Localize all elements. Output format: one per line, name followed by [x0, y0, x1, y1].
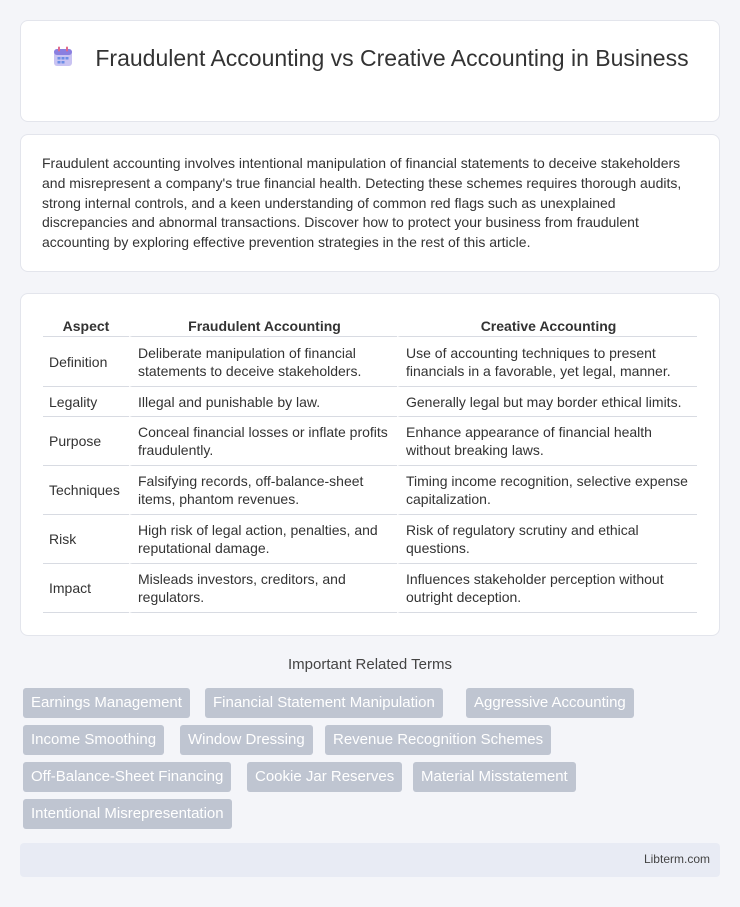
cell-creative: Generally legal but may border ethical limits. [397, 387, 697, 417]
header-fraudulent: Fraudulent Accounting [129, 315, 397, 337]
table-row [43, 564, 697, 613]
cell-aspect: Risk [43, 515, 129, 564]
cell-aspect: Techniques [43, 466, 129, 515]
comparison-card [20, 293, 720, 636]
footer-site-link[interactable]: Libterm.com [643, 852, 710, 866]
page-title: Fraudulent Accounting vs Creative Accounting in Business [95, 45, 689, 71]
cell-fraudulent: High risk of legal action, penalties, and reputational damage. [129, 515, 397, 564]
related-term-tag[interactable]: Income Smoothing [23, 725, 164, 755]
related-term-tag[interactable]: Aggressive Accounting [466, 688, 634, 718]
cell-creative: Risk of regulatory scrutiny and ethical questions. [397, 515, 697, 564]
table-row [43, 337, 697, 387]
intro-paragraph: Fraudulent accounting involves intentional manipulation of financial statements to deceive stakeholders and misrepresent a company's true financial health. Detecting these schemes requires thorough audits, strong internal controls, and a keen understanding of common red flags such as unexplained discrepancies and abnormal transactions. Discover how to protect your business from fraudulent accounting by exploring effective prevention strategies in the rest of this article. [42, 155, 682, 251]
cell-creative: Timing income recognition, selective expense capitalization. [397, 466, 697, 515]
cell-aspect: Purpose [43, 417, 129, 466]
cell-creative: Enhance appearance of financial health without breaking laws. [397, 417, 697, 466]
cell-creative: Use of accounting techniques to present financials in a favorable, yet legal, manner. [397, 337, 697, 387]
table-row [43, 515, 697, 564]
footer [20, 843, 720, 877]
cell-fraudulent: Deliberate manipulation of financial statements to deceive stakeholders. [129, 337, 397, 387]
table-row [43, 387, 697, 417]
related-term-tag[interactable]: Material Misstatement [413, 762, 576, 792]
header-card [20, 20, 720, 122]
cell-creative: Influences stakeholder perception without outright deception. [397, 564, 697, 613]
cell-aspect: Legality [43, 387, 129, 417]
cell-fraudulent: Conceal financial losses or inflate profits fraudulently. [129, 417, 397, 466]
calendar-icon [51, 45, 75, 69]
header-aspect: Aspect [43, 315, 129, 337]
comparison-table [43, 315, 697, 613]
related-term-tag[interactable]: Window Dressing [180, 725, 313, 755]
table-header-row [43, 315, 697, 337]
related-term-tag[interactable]: Earnings Management [23, 688, 190, 718]
related-term-tag[interactable]: Cookie Jar Reserves [247, 762, 402, 792]
intro-card [20, 134, 720, 272]
header-creative: Creative Accounting [397, 315, 697, 337]
related-term-tag[interactable]: Intentional Misrepresentation [23, 799, 232, 829]
related-terms-title: Important Related Terms [288, 656, 452, 673]
table-row [43, 466, 697, 515]
cell-fraudulent: Falsifying records, off-balance-sheet items, phantom revenues. [129, 466, 397, 515]
table-row [43, 417, 697, 466]
cell-fraudulent: Illegal and punishable by law. [129, 387, 397, 417]
cell-fraudulent: Misleads investors, creditors, and regulators. [129, 564, 397, 613]
related-term-tag[interactable]: Financial Statement Manipulation [205, 688, 443, 718]
cell-aspect: Impact [43, 564, 129, 613]
related-term-tag[interactable]: Revenue Recognition Schemes [325, 725, 551, 755]
related-term-tag[interactable]: Off-Balance-Sheet Financing [23, 762, 231, 792]
title-wrap [21, 44, 719, 76]
cell-aspect: Definition [43, 337, 129, 387]
